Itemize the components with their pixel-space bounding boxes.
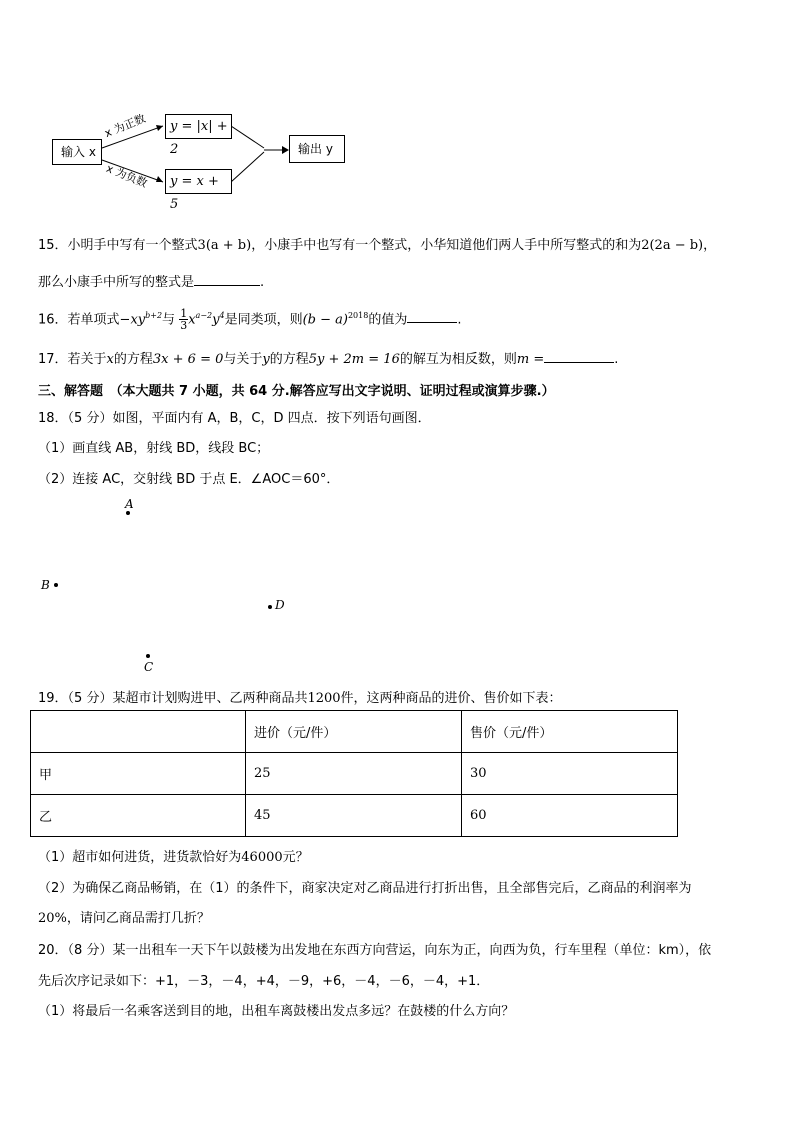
q19-item1-a: （1）超市如何进货，进货款恰好为 bbox=[38, 850, 242, 865]
q17-text-c: 与关于 bbox=[223, 352, 263, 367]
q15-answer-blank[interactable] bbox=[194, 273, 260, 286]
q20-line1: 20．（8 分）某一出租车一天下午以鼓楼为出发地在东西方向营运，向东为正，向西为负，行车里程（单位：km），依 bbox=[38, 943, 712, 958]
flow-input-label: 输入 x bbox=[61, 145, 96, 159]
table-cell: 25 bbox=[246, 753, 462, 795]
flow-formula-top-box bbox=[165, 114, 232, 157]
point-b-dot bbox=[54, 583, 58, 587]
q16-end: . bbox=[457, 312, 462, 328]
q19-item1-num: 46000 bbox=[241, 850, 283, 865]
point-d-label: D bbox=[275, 598, 285, 612]
section-3-heading: 三、解答题 （本大题共 7 小题，共 64 分.解答应写出文字说明、证明过程或演算步骤.） bbox=[38, 384, 555, 399]
flow-formula-top: y = |x| + 2 bbox=[170, 119, 228, 157]
q18-item1: （1）画直线 AB，射线 BD，线段 BC； bbox=[38, 441, 270, 456]
q16-line bbox=[38, 300, 461, 332]
q17-var2: y bbox=[262, 352, 270, 367]
table-header-cell bbox=[31, 711, 246, 753]
q16-exp3: 4 bbox=[219, 311, 225, 320]
q15-expr1: 3(a + b) bbox=[197, 238, 252, 253]
q15-text-b: ，小康手中也写有一个整式，小华知道他们两人手中所写整式的和为 bbox=[251, 238, 642, 253]
q19-item2-text: ，请问乙商品需打几折？ bbox=[66, 911, 210, 926]
q16-frac-num: 1 bbox=[180, 307, 188, 321]
q20-line2: 先后次序记录如下：+1，－3，－4，+4，－9，+6，－4，－6，－4，+1． bbox=[38, 974, 490, 989]
q16-expr: (b − a) bbox=[302, 312, 348, 328]
point-c-label: C bbox=[144, 660, 154, 674]
q19-item2-line1: （2）为确保乙商品畅销，在（1）的条件下，商家决定对乙商品进行打折出售，且全部售完后，乙商品的利润率为 bbox=[38, 881, 692, 896]
q16-term1: −xy bbox=[119, 312, 146, 328]
q19-stem bbox=[38, 687, 562, 706]
q16-exp1: b+2 bbox=[145, 311, 163, 320]
q17-eq1: 3x + 6 = 0 bbox=[152, 352, 224, 367]
q17-answer-blank[interactable] bbox=[544, 350, 614, 363]
q19-item2-line2 bbox=[38, 907, 210, 926]
table-cell: 30 bbox=[462, 753, 678, 795]
q15-text-line2: 那么小康手中所写的整式是 bbox=[38, 275, 195, 290]
q16-frac-den: 3 bbox=[180, 319, 188, 333]
q17-eq2: 5y + 2m = 16 bbox=[308, 352, 400, 367]
q18-stem: 18．（5 分）如图，平面内有 A，B，C，D 四点．按下列语句画图． bbox=[38, 411, 431, 426]
q16-text-b: 与 bbox=[162, 312, 176, 328]
price-table bbox=[30, 710, 678, 837]
q16-exp2: a−2 bbox=[195, 311, 213, 320]
point-d-dot bbox=[268, 605, 272, 609]
flow-output-label: 输出 y bbox=[298, 142, 333, 156]
q19-num: 1200 bbox=[307, 691, 341, 706]
table-cell: 60 bbox=[462, 795, 678, 837]
flow-formula-bottom: y = x + 5 bbox=[170, 174, 219, 212]
table-row bbox=[31, 795, 678, 837]
table-header-row bbox=[31, 711, 678, 753]
q19-item1-b: 元？ bbox=[282, 850, 309, 865]
q15-text-a: 15．小明手中写有一个整式 bbox=[38, 238, 198, 253]
q16-answer-blank[interactable] bbox=[407, 310, 457, 323]
q18-item2: （2）连接 AC，交射线 BD 于点 E．∠AOC＝60°． bbox=[38, 472, 340, 487]
q16-term2a: x bbox=[188, 312, 196, 328]
q17-var1: x bbox=[106, 352, 114, 367]
q19-stem-a: 19．（5 分）某超市计划购进甲、乙两种商品共 bbox=[38, 691, 308, 706]
table-row bbox=[31, 753, 678, 795]
flow-formula-bottom-box bbox=[165, 169, 232, 212]
table-cell: 45 bbox=[246, 795, 462, 837]
point-a-dot bbox=[126, 511, 130, 515]
q15-line1 bbox=[38, 234, 716, 253]
q17-text-d: 的方程 bbox=[269, 352, 309, 367]
point-b-label: B bbox=[41, 578, 50, 592]
q16-term2b: y bbox=[212, 312, 220, 328]
q16-exp4: 2018 bbox=[347, 311, 369, 320]
q17-text-e: 的解互为相反数，则 bbox=[399, 352, 517, 367]
point-a-label: A bbox=[125, 497, 134, 511]
q16-text-d: 的值为 bbox=[368, 312, 408, 328]
flow-output-box bbox=[289, 135, 345, 163]
q16-text-c: 是同类项，则 bbox=[224, 312, 303, 328]
q16-fraction bbox=[179, 308, 188, 331]
q15-line2 bbox=[38, 271, 264, 290]
flow-negative-label: x 为负数 bbox=[104, 161, 150, 191]
q17-text-a: 17．若关于 bbox=[38, 352, 107, 367]
q17-line bbox=[38, 348, 618, 367]
q17-text-b: 的方程 bbox=[113, 352, 153, 367]
point-c-dot bbox=[146, 654, 150, 658]
flow-arrows bbox=[0, 0, 794, 220]
q15-end: . bbox=[260, 275, 265, 290]
q15-text-c: ， bbox=[703, 238, 717, 253]
q15-expr2: 2(2a − b) bbox=[641, 238, 704, 253]
q17-var3: m = bbox=[516, 352, 545, 367]
q20-item1: （1）将最后一名乘客送到目的地，出租车离鼓楼出发点多远？在鼓楼的什么方向？ bbox=[38, 1004, 515, 1019]
q17-end: . bbox=[614, 352, 619, 367]
q19-item2-num: 20% bbox=[38, 911, 67, 926]
table-cell: 甲 bbox=[31, 753, 246, 795]
table-cell: 乙 bbox=[31, 795, 246, 837]
q19-stem-b: 件，这两种商品的进价、售价如下表： bbox=[340, 691, 562, 706]
flow-input-box bbox=[52, 139, 102, 165]
q16-text-a: 16．若单项式 bbox=[38, 312, 120, 328]
table-header-cell: 售价（元/件） bbox=[462, 711, 678, 753]
q19-item1 bbox=[38, 846, 309, 865]
table-header-cell: 进价（元/件） bbox=[246, 711, 462, 753]
flow-positive-label: x 为正数 bbox=[102, 111, 148, 141]
